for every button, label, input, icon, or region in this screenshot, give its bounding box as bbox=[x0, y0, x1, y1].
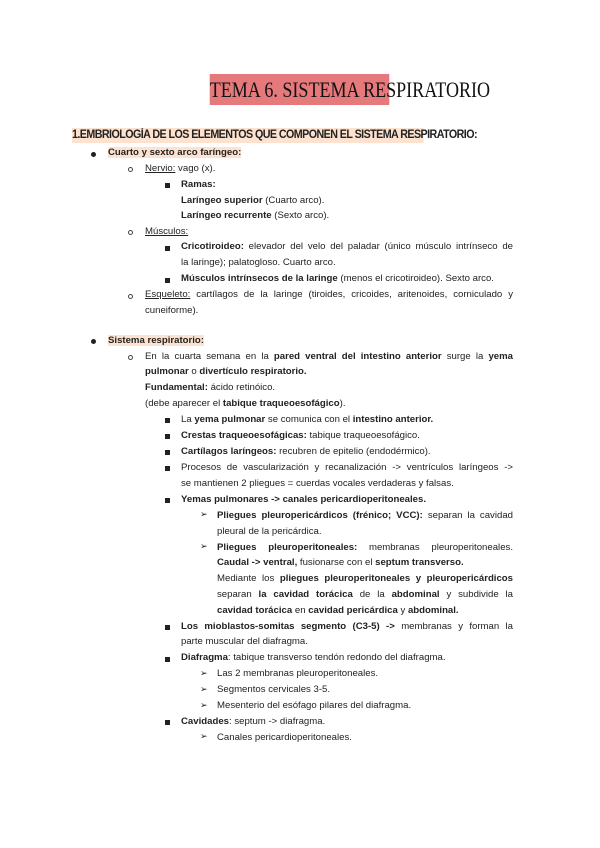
fundamental-line: Fundamental: ácido retinóico. bbox=[145, 382, 276, 393]
diafragma-sub-2: Segmentos cervicales 3-5. bbox=[217, 684, 331, 695]
arrow-bullet-icon: ➢ bbox=[200, 731, 208, 741]
bullet-square bbox=[165, 418, 170, 423]
bullet-square bbox=[165, 278, 170, 283]
laringeo-recurrente-line: Laríngeo recurrente (Sexto arco). bbox=[181, 210, 330, 221]
cuarta-semana-line: En la cuarta semana en la pared ventral del intestino anterior surge la yema bbox=[145, 351, 513, 362]
bullet-square bbox=[165, 625, 170, 630]
pleuropericardicos-line: Pliegues pleuropericárdicos (frénico; VCC): separan la cavidad bbox=[217, 510, 513, 521]
cricotiroideo-line-2: la laringe); palatogloso. Cuarto arco. bbox=[181, 257, 336, 268]
yemas-pulmonares-line: Yemas pulmonares -> canales pericardioperitoneales. bbox=[181, 494, 427, 505]
bullet-square bbox=[165, 246, 170, 251]
item-sistema-respiratorio: Sistema respiratorio: bbox=[108, 335, 204, 346]
arrow-bullet-icon: ➢ bbox=[200, 541, 208, 551]
nervio-line: Nervio: vago (x). bbox=[145, 163, 216, 174]
bullet-circle bbox=[128, 294, 133, 299]
bullet-circle bbox=[128, 230, 133, 235]
caudal-ventral-line: Caudal -> ventral, fusionarse con el septum transverso. bbox=[217, 557, 464, 568]
item-cuarto-sexto-arco: Cuarto y sexto arco faríngeo: bbox=[108, 147, 242, 158]
bullet-square bbox=[165, 498, 170, 503]
section-heading: 1.EMBRIOLOGÍA DE LOS ELEMENTOS QUE COMPONEN EL SISTEMA RESPIRATORIO: bbox=[72, 129, 477, 141]
bullet-disc bbox=[91, 339, 96, 344]
bullet-square bbox=[165, 657, 170, 662]
cricotiroideo-line: Cricotiroideo: elevador del velo del paladar (único músculo intrínseco de bbox=[181, 241, 513, 252]
separan-line: separan la cavidad torácica de la abdominal y subdivide la bbox=[217, 589, 513, 600]
page-title: TEMA 6. SISTEMA RESPIRATORIO bbox=[210, 74, 390, 105]
cavidades-sub-1: Canales pericardioperitoneales. bbox=[217, 732, 352, 743]
bullet-circle bbox=[128, 355, 133, 360]
esqueleto-line-2: cuneiforme). bbox=[145, 305, 199, 316]
cavidades-line: Cavidades: septum -> diafragma. bbox=[181, 716, 326, 727]
arrow-bullet-icon: ➢ bbox=[200, 668, 208, 678]
bullet-circle bbox=[128, 167, 133, 172]
bullet-square bbox=[165, 450, 170, 455]
diafragma-line: Diafragma: tabique transverso tendón redondo del diafragma. bbox=[181, 652, 446, 663]
ramas-line: Ramas: bbox=[181, 179, 216, 190]
arrow-bullet-icon: ➢ bbox=[200, 700, 208, 710]
musculos-line: Músculos: bbox=[145, 226, 189, 237]
cartilagos-line: Cartílagos laríngeos: recubren de epitelio (endodérmico). bbox=[181, 446, 431, 457]
procesos-line: Procesos de vascularización y recanalización -> ventrículos laríngeos -> bbox=[181, 462, 513, 473]
mioblastos-line-2: parte muscular del diafragma. bbox=[181, 636, 308, 647]
arrow-bullet-icon: ➢ bbox=[200, 684, 208, 694]
diafragma-sub-1: Las 2 membranas pleuroperitoneales. bbox=[217, 668, 379, 679]
bullet-square bbox=[165, 434, 170, 439]
pleuropericardicos-line-2: pleural de la pericárdica. bbox=[217, 526, 322, 537]
mediante-line: Mediante los pliegues pleuroperitoneales y pleuropericárdicos bbox=[217, 573, 513, 584]
yema-pulmonar-line: La yema pulmonar se comunica con el intestino anterior. bbox=[181, 414, 434, 425]
tabique-line: (debe aparecer el tabique traqueoesofágico). bbox=[145, 398, 346, 409]
arrow-bullet-icon: ➢ bbox=[200, 509, 208, 519]
esqueleto-line: Esqueleto: cartílagos de la laringe (tiroides, cricoides, aritenoides, corniculado y bbox=[145, 289, 513, 300]
bullet-square bbox=[165, 720, 170, 725]
cavidad-toracica-line: cavidad torácica en cavidad pericárdica y abdominal. bbox=[217, 605, 459, 616]
crestas-line: Crestas traqueoesofágicas: tabique traqueoesofágico. bbox=[181, 430, 420, 441]
bullet-square bbox=[165, 183, 170, 188]
diafragma-sub-3: Mesenterio del esófago pilares del diafragma. bbox=[217, 700, 412, 711]
bullet-disc bbox=[91, 152, 96, 157]
mioblastos-line: Los mioblastos-somitas segmento (C3-5) -> membranas y forman la bbox=[181, 621, 514, 632]
procesos-line-2: se mantienen 2 pliegues = cuerdas vocales verdaderas y falsas. bbox=[181, 478, 454, 489]
pleuroperitoneales-line: Pliegues pleuroperitoneales: membranas pleuroperitoneales. bbox=[217, 542, 513, 553]
cuarta-semana-line-2: pulmonar o divertículo respiratorio. bbox=[145, 366, 307, 377]
bullet-square bbox=[165, 466, 170, 471]
intrinsecos-line: Músculos intrínsecos de la laringe (menos el cricotiroideo). Sexto arco. bbox=[181, 273, 494, 284]
laringeo-superior-line: Laríngeo superior (Cuarto arco). bbox=[181, 195, 325, 206]
